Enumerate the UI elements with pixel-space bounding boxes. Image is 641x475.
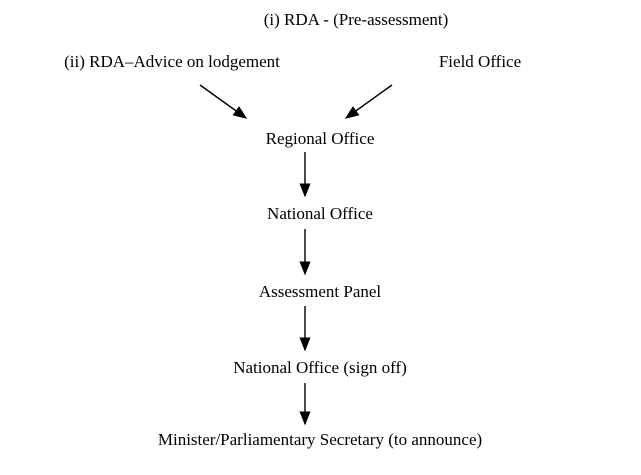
- arrow-field-to-regional: [346, 85, 392, 118]
- node-national-office: National Office: [267, 204, 373, 223]
- node-field-office: Field Office: [438, 52, 522, 71]
- diagram-title: (i) RDA - (Pre-assessment): [263, 10, 449, 29]
- node-rda-advice-on-lodgement: (ii) RDA–Advice on lodgement: [64, 52, 280, 71]
- arrow-advice-to-regional: [200, 85, 246, 118]
- node-assessment-panel: Assessment Panel: [258, 282, 382, 301]
- node-regional-office: Regional Office: [265, 129, 375, 148]
- node-minister-parliamentary-secretary: Minister/Parliamentary Secretary (to announce): [157, 430, 483, 449]
- node-national-office-sign-off: National Office (sign off): [233, 358, 407, 377]
